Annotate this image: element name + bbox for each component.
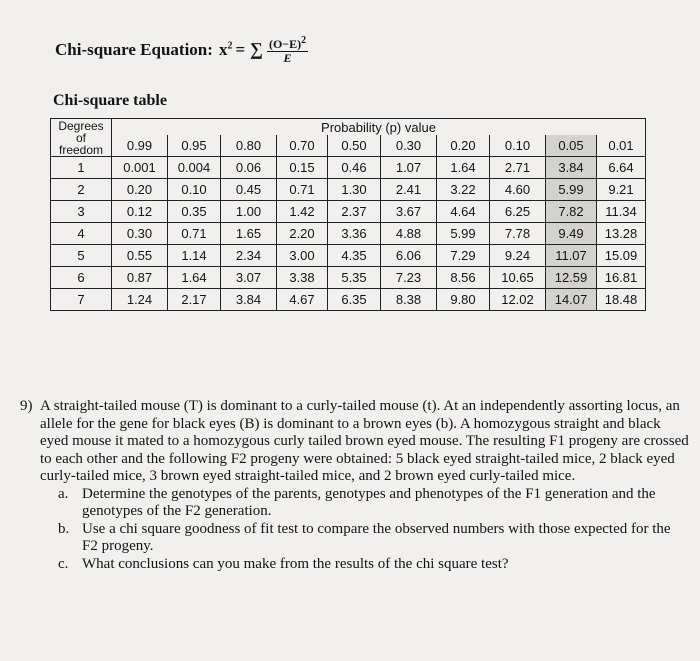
- chi-square-equation: [55, 34, 308, 65]
- critical-value-cell: 7.29: [437, 245, 490, 267]
- part-text: What conclusions can you make from the results of the chi square test?: [82, 555, 509, 572]
- p-value-header: 0.70: [277, 135, 328, 157]
- critical-value-cell: 9.24: [490, 245, 546, 267]
- summation-symbol: ∑: [250, 39, 263, 59]
- critical-value-cell: 5.99: [437, 223, 490, 245]
- critical-value-cell: 0.10: [168, 179, 221, 201]
- critical-value-cell: 4.64: [437, 201, 490, 223]
- critical-value-cell: 3.84: [221, 289, 277, 311]
- critical-value-cell-highlighted: 3.84: [546, 157, 597, 179]
- part-text: Determine the genotypes of the parents, genotypes and phenotypes of the F1 generation and the genotypes of the F2 generation.: [82, 485, 656, 519]
- critical-value-cell: 4.88: [381, 223, 437, 245]
- critical-value-cell: 18.48: [597, 289, 646, 311]
- table-row: [51, 245, 646, 267]
- critical-value-cell: 1.64: [437, 157, 490, 179]
- degrees-of-freedom-cell: 7: [51, 289, 112, 311]
- critical-value-cell: 4.60: [490, 179, 546, 201]
- degrees-of-freedom-cell: 2: [51, 179, 112, 201]
- critical-value-cell: 8.56: [437, 267, 490, 289]
- equation-numerator: $(O-E)^2$: [268, 35, 307, 51]
- critical-value-cell: 3.67: [381, 201, 437, 223]
- critical-value-cell: 1.64: [168, 267, 221, 289]
- equation-equals: =: [235, 39, 246, 59]
- critical-value-cell: 3.07: [221, 267, 277, 289]
- critical-value-cell-highlighted: 5.99: [546, 179, 597, 201]
- critical-value-cell: 1.65: [221, 223, 277, 245]
- critical-value-cell: 2.17: [168, 289, 221, 311]
- table-row: [51, 267, 646, 289]
- part-letter: b.: [58, 520, 70, 537]
- equation-label: Chi-square Equation:: [55, 39, 213, 59]
- critical-value-cell: 0.55: [112, 245, 168, 267]
- critical-value-cell: 2.71: [490, 157, 546, 179]
- critical-value-cell-highlighted: 12.59: [546, 267, 597, 289]
- critical-value-cell-highlighted: 14.07: [546, 289, 597, 311]
- critical-value-cell: 0.46: [328, 157, 381, 179]
- critical-value-cell: 1.00: [221, 201, 277, 223]
- critical-value-cell: 10.65: [490, 267, 546, 289]
- critical-value-cell: 3.36: [328, 223, 381, 245]
- critical-value-cell: 4.35: [328, 245, 381, 267]
- table-row: [51, 223, 646, 245]
- critical-value-cell: 0.71: [277, 179, 328, 201]
- p-value-header: 0.50: [328, 135, 381, 157]
- critical-value-cell: 0.12: [112, 201, 168, 223]
- equation-fraction: [267, 34, 308, 65]
- critical-value-cell: 1.14: [168, 245, 221, 267]
- critical-value-cell: 7.78: [490, 223, 546, 245]
- critical-value-cell: 0.87: [112, 267, 168, 289]
- critical-value-cell: 2.20: [277, 223, 328, 245]
- critical-value-cell: 1.30: [328, 179, 381, 201]
- p-value-header: 0.10: [490, 135, 546, 157]
- question-part-c: [58, 556, 690, 574]
- critical-value-cell: 3.38: [277, 267, 328, 289]
- question-part-b: [58, 521, 690, 556]
- critical-value-cell: 0.20: [112, 179, 168, 201]
- degrees-of-freedom-cell: 5: [51, 245, 112, 267]
- table-body: [51, 157, 646, 311]
- probability-header: Probability (p) value: [112, 119, 646, 136]
- degrees-of-freedom-cell: 4: [51, 223, 112, 245]
- critical-value-cell: 3.22: [437, 179, 490, 201]
- critical-value-cell: 0.15: [277, 157, 328, 179]
- p-value-row: [51, 135, 646, 157]
- critical-value-cell: 11.34: [597, 201, 646, 223]
- critical-value-cell: 16.81: [597, 267, 646, 289]
- table-row: [51, 201, 646, 223]
- critical-value-cell: 9.80: [437, 289, 490, 311]
- degrees-of-freedom-cell: 3: [51, 201, 112, 223]
- critical-value-cell: 8.38: [381, 289, 437, 311]
- critical-value-cell: 12.02: [490, 289, 546, 311]
- table-header-row: [51, 119, 646, 136]
- p-value-header: 0.95: [168, 135, 221, 157]
- critical-value-cell: 1.42: [277, 201, 328, 223]
- critical-value-cell-highlighted: 11.07: [546, 245, 597, 267]
- critical-value-cell: 6.06: [381, 245, 437, 267]
- p-value-header: 0.01: [597, 135, 646, 157]
- critical-value-cell: 15.09: [597, 245, 646, 267]
- chi-square-table: [50, 118, 646, 311]
- question-text: A straight-tailed mouse (T) is dominant to a curly-tailed mouse (t). At an independently assorting locus, an allele for the gene for black eyes (B) is dominant to a brown eyes (b). A homozygous straight and black eyed mouse it mated to a homozygous curly tailed brown eyed mouse. The resulting F1 progeny are crossed to each other and the following F2 progeny were obtained: 5 black eyed straight-tailed mice, 2 black eyed curly-tailed mice, 3 brown eyed straight-tailed mice, and 2 brown eyed curly-tailed mice.: [40, 398, 689, 484]
- critical-value-cell: 6.64: [597, 157, 646, 179]
- critical-value-cell: 9.21: [597, 179, 646, 201]
- critical-value-cell: 4.67: [277, 289, 328, 311]
- critical-value-cell: 0.004: [168, 157, 221, 179]
- critical-value-cell: 0.35: [168, 201, 221, 223]
- p-value-header: 0.30: [381, 135, 437, 157]
- critical-value-cell-highlighted: 7.82: [546, 201, 597, 223]
- p-value-header: 0.20: [437, 135, 490, 157]
- p-value-header: 0.99: [112, 135, 168, 157]
- question-9: [20, 398, 690, 573]
- table-title: Chi-square table: [53, 92, 167, 109]
- critical-value-cell: 0.06: [221, 157, 277, 179]
- degrees-of-freedom-header: Degrees of freedom: [51, 119, 112, 157]
- question-stem: [20, 398, 690, 486]
- critical-value-cell-highlighted: 9.49: [546, 223, 597, 245]
- critical-value-cell: 1.07: [381, 157, 437, 179]
- critical-value-cell: 0.71: [168, 223, 221, 245]
- degrees-of-freedom-cell: 1: [51, 157, 112, 179]
- critical-value-cell: 0.001: [112, 157, 168, 179]
- table-row: [51, 179, 646, 201]
- critical-value-cell: 6.35: [328, 289, 381, 311]
- critical-value-cell: 6.25: [490, 201, 546, 223]
- part-letter: c.: [58, 555, 69, 572]
- critical-value-cell: 3.00: [277, 245, 328, 267]
- part-text: Use a chi square goodness of fit test to compare the observed numbers with those expected for the F2 progeny.: [82, 520, 671, 554]
- table-row: [51, 157, 646, 179]
- p-value-header: 0.80: [221, 135, 277, 157]
- question-part-a: [58, 486, 690, 521]
- critical-value-cell: 0.45: [221, 179, 277, 201]
- equation-denominator: E: [283, 51, 292, 65]
- critical-value-cell: 2.41: [381, 179, 437, 201]
- critical-value-cell: 0.30: [112, 223, 168, 245]
- critical-value-cell: 2.34: [221, 245, 277, 267]
- critical-value-cell: 2.37: [328, 201, 381, 223]
- part-letter: a.: [58, 485, 69, 502]
- question-number: 9): [20, 398, 33, 414]
- critical-value-cell: 7.23: [381, 267, 437, 289]
- equation-lhs: $x^2$: [218, 39, 233, 59]
- degrees-of-freedom-cell: 6: [51, 267, 112, 289]
- critical-value-cell: 13.28: [597, 223, 646, 245]
- critical-value-cell: 5.35: [328, 267, 381, 289]
- p-value-header-significance: 0.05: [546, 135, 597, 157]
- table-row: [51, 289, 646, 311]
- critical-value-cell: 1.24: [112, 289, 168, 311]
